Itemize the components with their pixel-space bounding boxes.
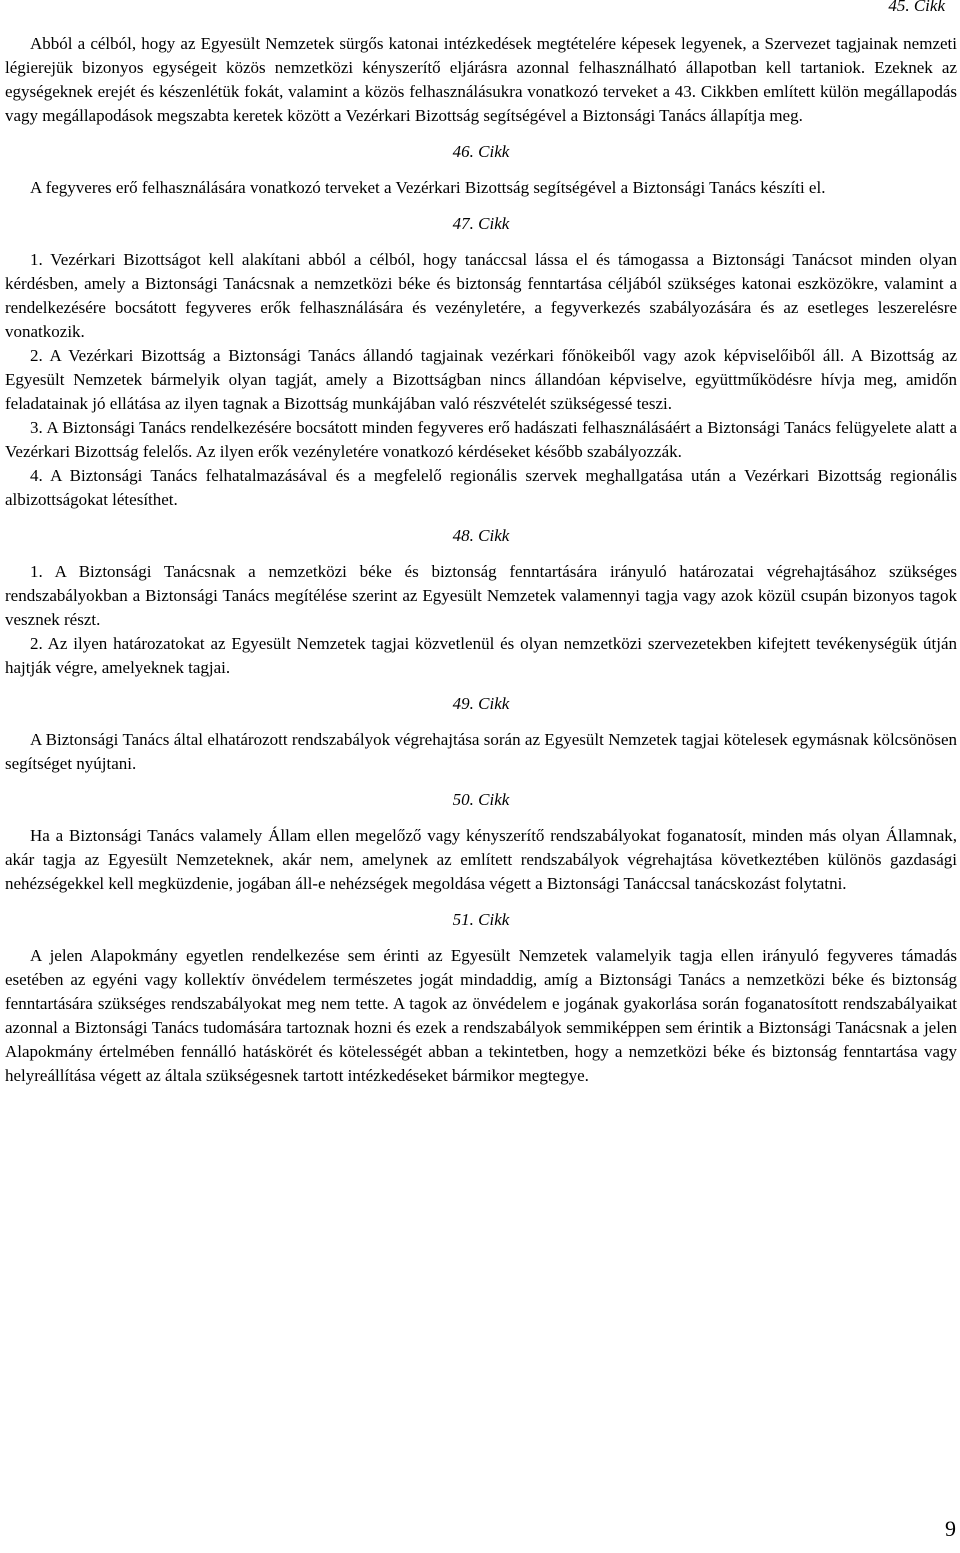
article-paragraph: A Biztonsági Tanács által elhatározott rendszabályok végrehajtása során az Egyesült Nemzetek tagjai kötelesek egymásnak kölcsönösen segítséget nyújtani. (5, 730, 957, 773)
article-paragraph: 1. A Biztonsági Tanácsnak a nemzetközi béke és biztonság fenntartására irányuló határozatai végrehajtásához szükséges rendszabályokban a Biztonsági Tanács megítélése szerint az Egyesült Nemzetek valamennyi tagja vagy azok közül csupán bizonyos tagok vesznek részt. (5, 562, 957, 629)
document-page (5, 0, 957, 1088)
article-48 (5, 524, 957, 680)
article-paragraph: Abból a célból, hogy az Egyesült Nemzetek sürgős katonai intézkedések megtételére képesek legyenek, a Szervezet tagjainak nemzeti légierejük bizonyos egységeit közös nemzetközi kényszerítő eljárásra azonnal felhasználható állapotban kell tartaniok. Ezeknek az egységeknek erejét és készenlétük fokát, valamint a közös felhasználásukra vonatkozó terveket a 43. Cikkben említett külön megállapodás vagy megállapodások megszabta keretek között a Vezérkari Bizottság segítségével a Biztonsági Tanács állapítja meg. (5, 34, 957, 125)
article-paragraph: 4. A Biztonsági Tanács felhatalmazásával és a megfelelő regionális szervek meghallgatása után a Vezérkari Bizottság regionális albizottságokat létesíthet. (5, 466, 957, 509)
article-50 (5, 788, 957, 896)
article-paragraph: A jelen Alapokmány egyetlen rendelkezése sem érinti az Egyesült Nemzetek valamelyik tagja ellen irányuló fegyveres támadás esetében az egyéni vagy kollektív önvédelem természetes jogát mindaddig, amíg a Biztonsági Tanács a nemzetközi béke és biztonság fenntartására szükséges rendszabályokat meg nem tette. A tagok az önvédelem e jogának gyakorlása során foganatosított rendszabályaikat azonnal a Biztonsági Tanács tudomására tartoznak hozni és ezek a rendszabályok semmiképpen sem érintik a Biztonsági Tanácsnak a jelen Alapokmány értelmében fennálló hatáskörét és kötelességét abban a tekintetben, hogy a nemzetközi béke és biztonság fenntartása vagy helyreállítása végett az általa szükségesnek tartott intézkedéseket bármikor megtegye. (5, 946, 957, 1085)
article-paragraph: Ha a Biztonsági Tanács valamely Állam ellen megelőző vagy kényszerítő rendszabályokat foganatosít, minden más olyan Államnak, akár tagja az Egyesült Nemzeteknek, akár nem, amelynek az említett rendszabályok végrehajtása következtében különös gazdasági nehézségekkel kell megküzdenie, jogában áll-e nehézségek megoldása végett a Biztonsági Tanáccsal tanácskozást folytatni. (5, 826, 957, 893)
page-number: 9 (945, 1516, 956, 1541)
article-45 (5, 0, 957, 128)
article-paragraph: 1. Vezérkari Bizottságot kell alakítani abból a célból, hogy tanáccsal lássa el és támogassa a Biztonsági Tanácsot minden olyan kérdésben, amely a Biztonsági Tanácsnak a nemzetközi béke és biztonság fenntartása céljából szükséges katonai eszközökre, valamint a rendelkezésére bocsátott fegyveres erők felhasználására és vezényletére, a fegyverkezés szabályozására és az esetleges leszerelésre vonatkozik. (5, 250, 957, 341)
article-heading: 47. Cikk (452, 214, 510, 233)
article-heading: 48. Cikk (452, 526, 510, 545)
article-paragraph: 3. A Biztonsági Tanács rendelkezésére bocsátott minden fegyveres erő hadászati felhasználásáért a Biztonsági Tanács felügyelete alatt a Vezérkari Bizottság felelős. Az ilyen erők vezényletére vonatkozó kérdéseket később szabályozzák. (5, 418, 957, 461)
article-heading: 51. Cikk (452, 910, 510, 929)
article-paragraph: 2. A Vezérkari Bizottság a Biztonsági Tanács állandó tagjainak vezérkari főnökeiből vagy azok képviselőiből áll. A Bizottság az Egyesült Nemzetek bármelyik olyan tagját, amely a Bizottságban nincs állandóan képviselve, együttműködésre hívja meg, amidőn feladatainak jó ellátása az ilyen tagnak a Bizottság munkájában való részvételét szükségessé teszi. (5, 346, 957, 413)
article-heading: 45. Cikk (888, 0, 945, 15)
article-46 (5, 140, 957, 200)
article-47 (5, 212, 957, 512)
article-51 (5, 908, 957, 1088)
article-49 (5, 692, 957, 776)
article-heading: 49. Cikk (452, 694, 510, 713)
article-paragraph: A fegyveres erő felhasználására vonatkozó terveket a Vezérkari Bizottság segítségével a Biztonsági Tanács készíti el. (30, 178, 826, 197)
article-heading: 50. Cikk (452, 790, 510, 809)
article-heading: 46. Cikk (452, 142, 510, 161)
article-paragraph: 2. Az ilyen határozatokat az Egyesült Nemzetek tagjai közvetlenül és olyan nemzetközi szervezetekben kifejtett tevékenységük útján hajtják végre, amelyeknek tagjai. (5, 634, 957, 677)
